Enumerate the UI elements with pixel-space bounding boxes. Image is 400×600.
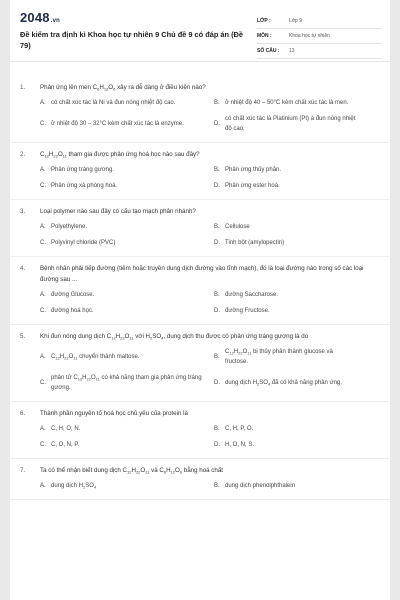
logo-text: 2048 <box>20 10 50 25</box>
option-text: Polyethylene. <box>51 224 88 230</box>
question-5 <box>10 325 390 402</box>
option-letter: B. <box>214 167 220 173</box>
option-text: Phản ứng ester hoá. <box>225 183 280 189</box>
option-text: C, H, P, O. <box>225 426 254 432</box>
question-text: Phản ứng lên men $C_6H_{12}O_6$ xảy ra dễ dàng ở điều kiện nào? <box>40 84 206 92</box>
answer-option-a[interactable] <box>40 165 214 175</box>
answer-option-d[interactable] <box>214 373 364 393</box>
answer-option-d[interactable] <box>214 181 364 191</box>
question-6 <box>10 402 390 459</box>
answer-option-d[interactable] <box>214 440 364 450</box>
option-letter: A. <box>40 167 46 173</box>
answer-options <box>20 481 380 491</box>
question-number: 4. <box>20 265 26 272</box>
logo-suffix: .vn <box>50 18 61 24</box>
option-letter: A. <box>40 100 46 106</box>
answer-option-d[interactable] <box>214 114 364 134</box>
option-text: ở nhiệt độ 30 – 32°C kèm chất xúc tác là enzyme. <box>51 121 184 127</box>
option-letter: B. <box>214 224 220 230</box>
option-letter: A. <box>40 426 46 432</box>
option-letter: C. <box>40 240 46 246</box>
answer-option-a[interactable] <box>40 424 214 434</box>
option-letter: D. <box>214 183 220 189</box>
option-text: H, O, N, S. <box>225 442 255 448</box>
answer-option-a[interactable] <box>40 347 214 367</box>
answer-option-b[interactable] <box>214 347 364 367</box>
question-text: $C_{12}H_{22}O_{11}$ tham gia được phản ứng hoá học nào sau đây? <box>40 151 200 159</box>
answer-option-b[interactable] <box>214 98 364 108</box>
option-text: dung dịch $H_2SO_4$ đã có khả năng phản ứng. <box>225 380 342 387</box>
question-number: 3. <box>20 208 26 215</box>
option-text: ở nhiệt độ 40 – 50°C kèm chất xúc tác là men. <box>225 100 349 106</box>
option-text: đường hoá học. <box>51 308 94 314</box>
option-text: Cellulose <box>225 224 250 230</box>
option-text: đường Fructose. <box>225 308 270 314</box>
question-text: Thành phần nguyên tố hoá học chủ yếu của protein là <box>40 410 188 417</box>
answer-option-c[interactable] <box>40 373 214 393</box>
question-number: 1. <box>20 84 26 91</box>
question-number: 6. <box>20 410 26 417</box>
option-text: Phản ứng thủy phân. <box>225 167 282 173</box>
option-letter: C. <box>40 442 46 448</box>
option-letter: C. <box>40 183 46 189</box>
answer-option-b[interactable] <box>214 424 364 434</box>
option-text: Phản ứng tráng gương. <box>51 167 115 173</box>
option-letter: B. <box>214 483 220 489</box>
meta-row-subject <box>257 29 382 44</box>
question-4 <box>10 257 390 325</box>
option-letter: B. <box>214 292 220 298</box>
question-stem <box>20 408 380 419</box>
question-text: Bệnh nhân phải tiếp đường (tiêm hoặc truyền dung dịch đường vào tĩnh mạch), đó là loại đường nào trong số các loại đường sau ... <box>40 265 364 283</box>
option-text: đường Saccharose. <box>225 292 278 298</box>
option-letter: D. <box>214 240 220 246</box>
option-letter: C. <box>40 121 46 127</box>
answer-option-c[interactable] <box>40 440 214 450</box>
option-letter: C. <box>40 380 46 386</box>
meta-row-count <box>257 44 382 59</box>
option-text: đường Glucose. <box>51 292 95 298</box>
answer-option-b[interactable] <box>214 165 364 175</box>
question-stem <box>20 206 380 217</box>
option-text: dung dịch phenolphthalein <box>225 483 296 489</box>
option-letter: A. <box>40 224 46 230</box>
answer-option-a[interactable] <box>40 481 214 491</box>
question-text: Khi đun nóng dung dịch $C_{12}H_{22}O_{11}$ với $H_2SO_4$, dung dịch thu được có phản ứng tráng gương là do <box>40 333 309 341</box>
exam-meta <box>257 14 382 59</box>
option-text: phân tử $C_{12}H_{22}O_{11}$ có khả năng tham gia phản ứng tráng gương. <box>51 375 202 391</box>
option-letter: B. <box>214 100 220 106</box>
answer-option-c[interactable] <box>40 306 214 316</box>
meta-value: Lớp 9 <box>289 18 303 24</box>
option-text: có chất xúc tác là Ni và đun nóng nhiệt độ cao. <box>51 100 176 106</box>
answer-options <box>20 222 380 248</box>
question-text: Loại polymer nào sau đây có cấu tạo mạch phân nhánh? <box>40 208 196 215</box>
answer-options <box>20 98 380 134</box>
option-letter: D. <box>214 121 220 127</box>
answer-option-c[interactable] <box>40 181 214 191</box>
meta-value: Khoa học tự nhiên <box>289 33 330 39</box>
option-letter: D. <box>214 308 220 314</box>
answer-option-b[interactable] <box>214 222 364 232</box>
question-stem <box>20 263 380 285</box>
exam-header <box>10 0 390 62</box>
option-text: Tinh bột (amylopectin) <box>225 240 285 246</box>
answer-options <box>20 347 380 393</box>
meta-label: MÔN : <box>257 33 272 39</box>
exam-page <box>10 0 390 600</box>
question-stem <box>20 82 380 93</box>
option-letter: D. <box>214 380 220 386</box>
question-2 <box>10 143 390 200</box>
meta-row-grade <box>257 14 382 29</box>
option-letter: A. <box>40 292 46 298</box>
question-number: 5. <box>20 333 26 340</box>
option-text: $C_{12}H_{22}O_{11}$ chuyển thành maltose. <box>51 354 140 361</box>
option-letter: B. <box>214 426 220 432</box>
answer-option-d[interactable] <box>214 238 364 248</box>
answer-options <box>20 290 380 316</box>
question-3 <box>10 200 390 257</box>
question-text: Ta có thể nhận biết dung dịch $C_{12}H_{22}O_{11}$ và $C_6H_{12}O_6$ bằng hoá chất <box>40 467 224 475</box>
meta-label: LỚP : <box>257 18 271 24</box>
answer-option-b[interactable] <box>214 481 364 491</box>
answer-option-a[interactable] <box>40 222 214 232</box>
option-text: Phản ứng xà phòng hoá. <box>51 183 118 189</box>
question-list <box>10 76 390 500</box>
answer-option-d[interactable] <box>214 306 364 316</box>
option-text: $C_{12}H_{22}O_{11}$ bị thủy phân thành glucose và fructose. <box>225 349 333 365</box>
option-text: dung dịch $H_2SO_4$ <box>51 483 97 490</box>
question-stem <box>20 331 380 342</box>
question-7 <box>10 459 390 500</box>
answer-option-a[interactable] <box>40 290 214 300</box>
answer-options <box>20 165 380 191</box>
question-number: 7. <box>20 467 26 474</box>
answer-options <box>20 424 380 450</box>
option-letter: B. <box>214 354 220 360</box>
question-stem <box>20 465 380 476</box>
question-number: 2. <box>20 151 26 158</box>
option-text: C, H, O, N. <box>51 426 81 432</box>
option-letter: D. <box>214 442 220 448</box>
option-letter: A. <box>40 483 46 489</box>
option-text: có chất xúc tác là Platinium (Pt) à đun nóng nhiệt độ cao. <box>225 116 356 132</box>
answer-option-a[interactable] <box>40 98 214 108</box>
question-stem <box>20 149 380 160</box>
answer-option-c[interactable] <box>40 238 214 248</box>
option-text: C, O, N, P. <box>51 442 80 448</box>
option-letter: A. <box>40 354 46 360</box>
question-1 <box>10 76 390 143</box>
meta-value: 13 <box>289 48 295 54</box>
meta-label: SỐ CÂU : <box>257 48 280 54</box>
site-logo[interactable] <box>20 10 60 25</box>
answer-option-b[interactable] <box>214 290 364 300</box>
option-letter: C. <box>40 308 46 314</box>
option-text: Polyvinyl chloride (PVC) <box>51 240 116 246</box>
exam-title: Đề kiểm tra định kì Khoa học tự nhiên 9 Chủ đề 9 có đáp án (Đề 79) <box>20 30 244 50</box>
answer-option-c[interactable] <box>40 114 214 134</box>
